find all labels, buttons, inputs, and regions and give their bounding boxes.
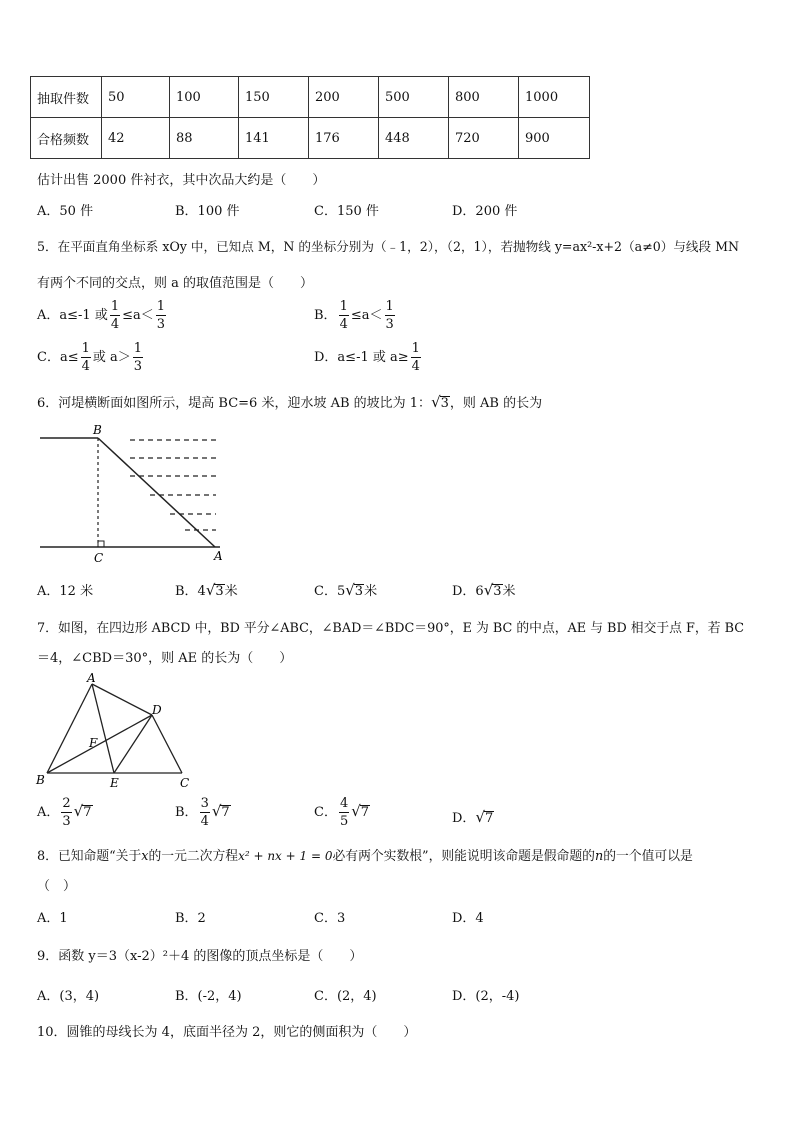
- q8-option-d: D．4: [452, 911, 484, 926]
- q10-stem: 10．圆锥的母线长为 4，底面半径为 2，则它的侧面积为（ ）: [37, 1025, 417, 1040]
- q4-stem: 估计出售 2000 件衬衣，其中次品大约是（ ）: [37, 173, 326, 188]
- table-cell: 448: [379, 118, 449, 159]
- q6-option-b: B．4√3米: [175, 581, 238, 599]
- q6-stem: 6．河堤横断面如图所示，堤高 BC=6 米，迎水坡 AB 的坡比为 1：√3，则 AB 的长为: [37, 393, 543, 411]
- table-cell: 42: [102, 118, 170, 159]
- q5-option-c: C．a≤ $\frac{1}{4}$ 或 a＞ $\frac{1}{3}$: [37, 341, 143, 374]
- q5-option-d: D．a≤-1 或 a≥ $\frac{1}{4}$: [314, 341, 420, 374]
- q4-option-b: B．100 件: [175, 204, 240, 219]
- q4-option-c: C．150 件: [314, 204, 379, 219]
- q6-option-d: D．6√3米: [452, 581, 516, 599]
- q7-option-b: B． $\frac{3}{4}$ √7: [175, 796, 230, 829]
- table-cell: 720: [449, 118, 519, 159]
- fraction: $\frac{1}{3}$: [133, 341, 143, 374]
- table-cell: 50: [102, 77, 170, 118]
- embankment-figure: [30, 420, 250, 570]
- table-row: [31, 77, 590, 118]
- table-row: [31, 118, 590, 159]
- q4-option-a: A．50 件: [37, 204, 94, 219]
- point-a-label: A: [87, 671, 96, 685]
- q5-stem-line1: 5．在平面直角坐标系 xOy 中，已知点 M，N 的坐标分别为（﹣1，2），（2，1），若抛物线 y=ax²-x+2（a≠0）与线段 MN: [37, 239, 740, 254]
- fraction: $\frac{1}{4}$: [110, 299, 120, 332]
- q5-option-b: B． $\frac{1}{4}$ ≤a＜ $\frac{1}{3}$: [314, 299, 394, 332]
- q5-option-a: A．a≤-1 或 $\frac{1}{4}$ ≤a＜ $\frac{1}{3}$: [37, 299, 166, 332]
- q9-option-a: A．(3，4): [37, 989, 100, 1004]
- fraction: $\frac{1}{4}$: [339, 299, 348, 332]
- table-cell: 200: [309, 77, 379, 118]
- q7-option-a: A． $\frac{2}{3}$ √7: [37, 796, 92, 829]
- table-cell: 150: [239, 77, 309, 118]
- point-c-label: C: [180, 776, 190, 790]
- q5-stem-line2: 有两个不同的交点，则 a 的取值范围是（ ）: [37, 276, 314, 291]
- table-cell: 1000: [519, 77, 590, 118]
- q7-stem-line2: ＝4，∠CBD＝30°，则 AE 的长为（ ）: [37, 651, 293, 666]
- q8-paren: （ ）: [37, 879, 77, 894]
- point-a-label: A: [214, 549, 223, 563]
- q6-option-c: C．5√3米: [314, 581, 378, 599]
- q7-stem-line1: 7．如图，在四边形 ABCD 中，BD 平分∠ABC，∠BAD＝∠BDC＝90°，E 为 BC 的中点，AE 与 BD 相交于点 F，若 BC: [37, 621, 745, 636]
- quadrilateral-figure: [30, 670, 200, 795]
- fraction: $\frac{1}{3}$: [385, 299, 394, 332]
- point-d-label: D: [152, 703, 162, 717]
- table-cell: 900: [519, 118, 590, 159]
- fraction: $\frac{1}{4}$: [81, 341, 90, 374]
- q7-option-c: C． $\frac{4}{5}$ √7: [314, 796, 370, 829]
- q7-option-d: D．√7: [452, 808, 494, 826]
- fraction: $\frac{1}{3}$: [156, 299, 166, 332]
- point-f-label: F: [89, 736, 98, 750]
- q8-option-c: C．3: [314, 911, 346, 926]
- row-header: 合格频数: [31, 118, 102, 159]
- table-cell: 800: [449, 77, 519, 118]
- q9-stem: 9．函数 y＝3（x-2）²＋4 的图像的顶点坐标是（ ）: [37, 949, 363, 964]
- q9-option-d: D．(2，-4): [452, 989, 520, 1004]
- frequency-table: [30, 76, 590, 159]
- table-cell: 88: [170, 118, 239, 159]
- q9-option-c: C．(2，4): [314, 989, 377, 1004]
- point-c-label: C: [94, 551, 104, 565]
- point-e-label: E: [110, 776, 119, 790]
- q8-option-b: B．2: [175, 911, 206, 926]
- table-cell: 100: [170, 77, 239, 118]
- table-cell: 176: [309, 118, 379, 159]
- q8-stem: 8．已知命题“关于x的一元二次方程x² + nx + 1 = 0必有两个实数根”，则能说明该命题是假命题的n的一个值可以是: [37, 849, 693, 864]
- fraction: $\frac{1}{4}$: [411, 341, 420, 374]
- row-header: 抽取件数: [31, 77, 102, 118]
- q4-option-d: D．200 件: [452, 204, 518, 219]
- q9-option-b: B．(-2，4): [175, 989, 242, 1004]
- table-cell: 500: [379, 77, 449, 118]
- table-cell: 141: [239, 118, 309, 159]
- q6-option-a: A．12 米: [37, 584, 94, 599]
- q8-option-a: A．1: [37, 911, 68, 926]
- point-b-label: B: [36, 773, 45, 787]
- point-b-label: B: [93, 423, 102, 437]
